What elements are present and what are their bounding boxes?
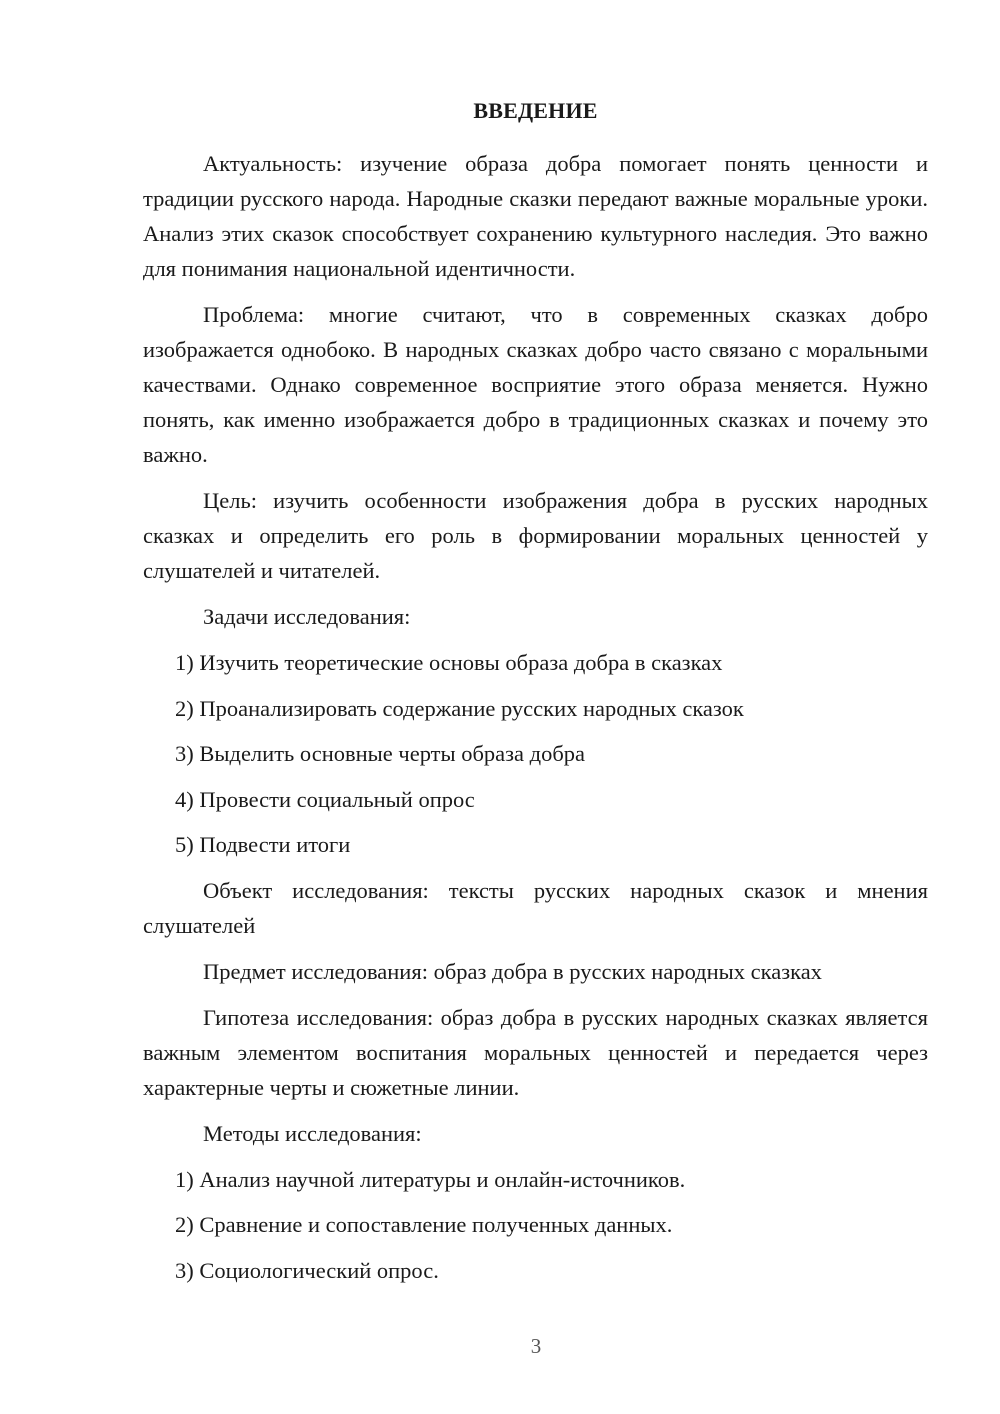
list-item: 1) Анализ научной литературы и онлайн-источников. <box>175 1166 686 1192</box>
methods-list <box>143 1162 928 1288</box>
list-item: 3) Выделить основные черты образа добра <box>175 741 586 766</box>
document-page <box>143 96 928 1298</box>
object-paragraph: Объект исследования: тексты русских народных сказок и мнения слушателей <box>143 877 928 938</box>
list-item: 3) Социологический опрос. <box>175 1257 439 1283</box>
hypothesis-paragraph: Гипотеза исследования: образ добра в русских народных сказках является важным элементом воспитания моральных ценностей и передается через характерные черты и сюжетные линии. <box>143 1004 928 1100</box>
list-item: 1) Изучить теоретические основы образа добра в сказках <box>175 650 723 675</box>
relevance-paragraph: Актуальность: изучение образа добра помогает понять ценности и традиции русского народа. Народные сказки передают важные моральные уроки. Анализ этих сказок способствует сохранению культурного наследия. Это важно для понимания национальной идентичности. <box>143 151 928 281</box>
subject-paragraph: Предмет исследования: образ добра в русских народных сказках <box>203 958 822 984</box>
goal-paragraph: Цель: изучить особенности изображения добра в русских народных сказках и определить его роль в формировании моральных ценностей у слушателей и читателей. <box>143 488 928 583</box>
tasks-title: Задачи исследования: <box>203 604 411 629</box>
list-item: 2) Проанализировать содержание русских народных сказок <box>175 695 744 721</box>
section-heading: ВВЕДЕНИЕ <box>473 98 598 123</box>
methods-title: Методы исследования: <box>203 1120 422 1146</box>
page-number: 3 <box>530 1334 542 1358</box>
tasks-list <box>143 645 928 862</box>
list-item: 2) Сравнение и сопоставление полученных данных. <box>175 1212 673 1237</box>
problem-paragraph: Проблема: многие считают, что в современных сказках добро изображается однобоко. В народных сказках добро часто связано с моральными качествами. Однако современное восприятие этого образа меняется. Нужно понять, как именно изображается добро в традиционных сказках и почему это важно. <box>143 302 928 467</box>
list-item: 5) Подвести итоги <box>175 832 351 857</box>
list-item: 4) Провести социальный опрос <box>175 786 475 812</box>
